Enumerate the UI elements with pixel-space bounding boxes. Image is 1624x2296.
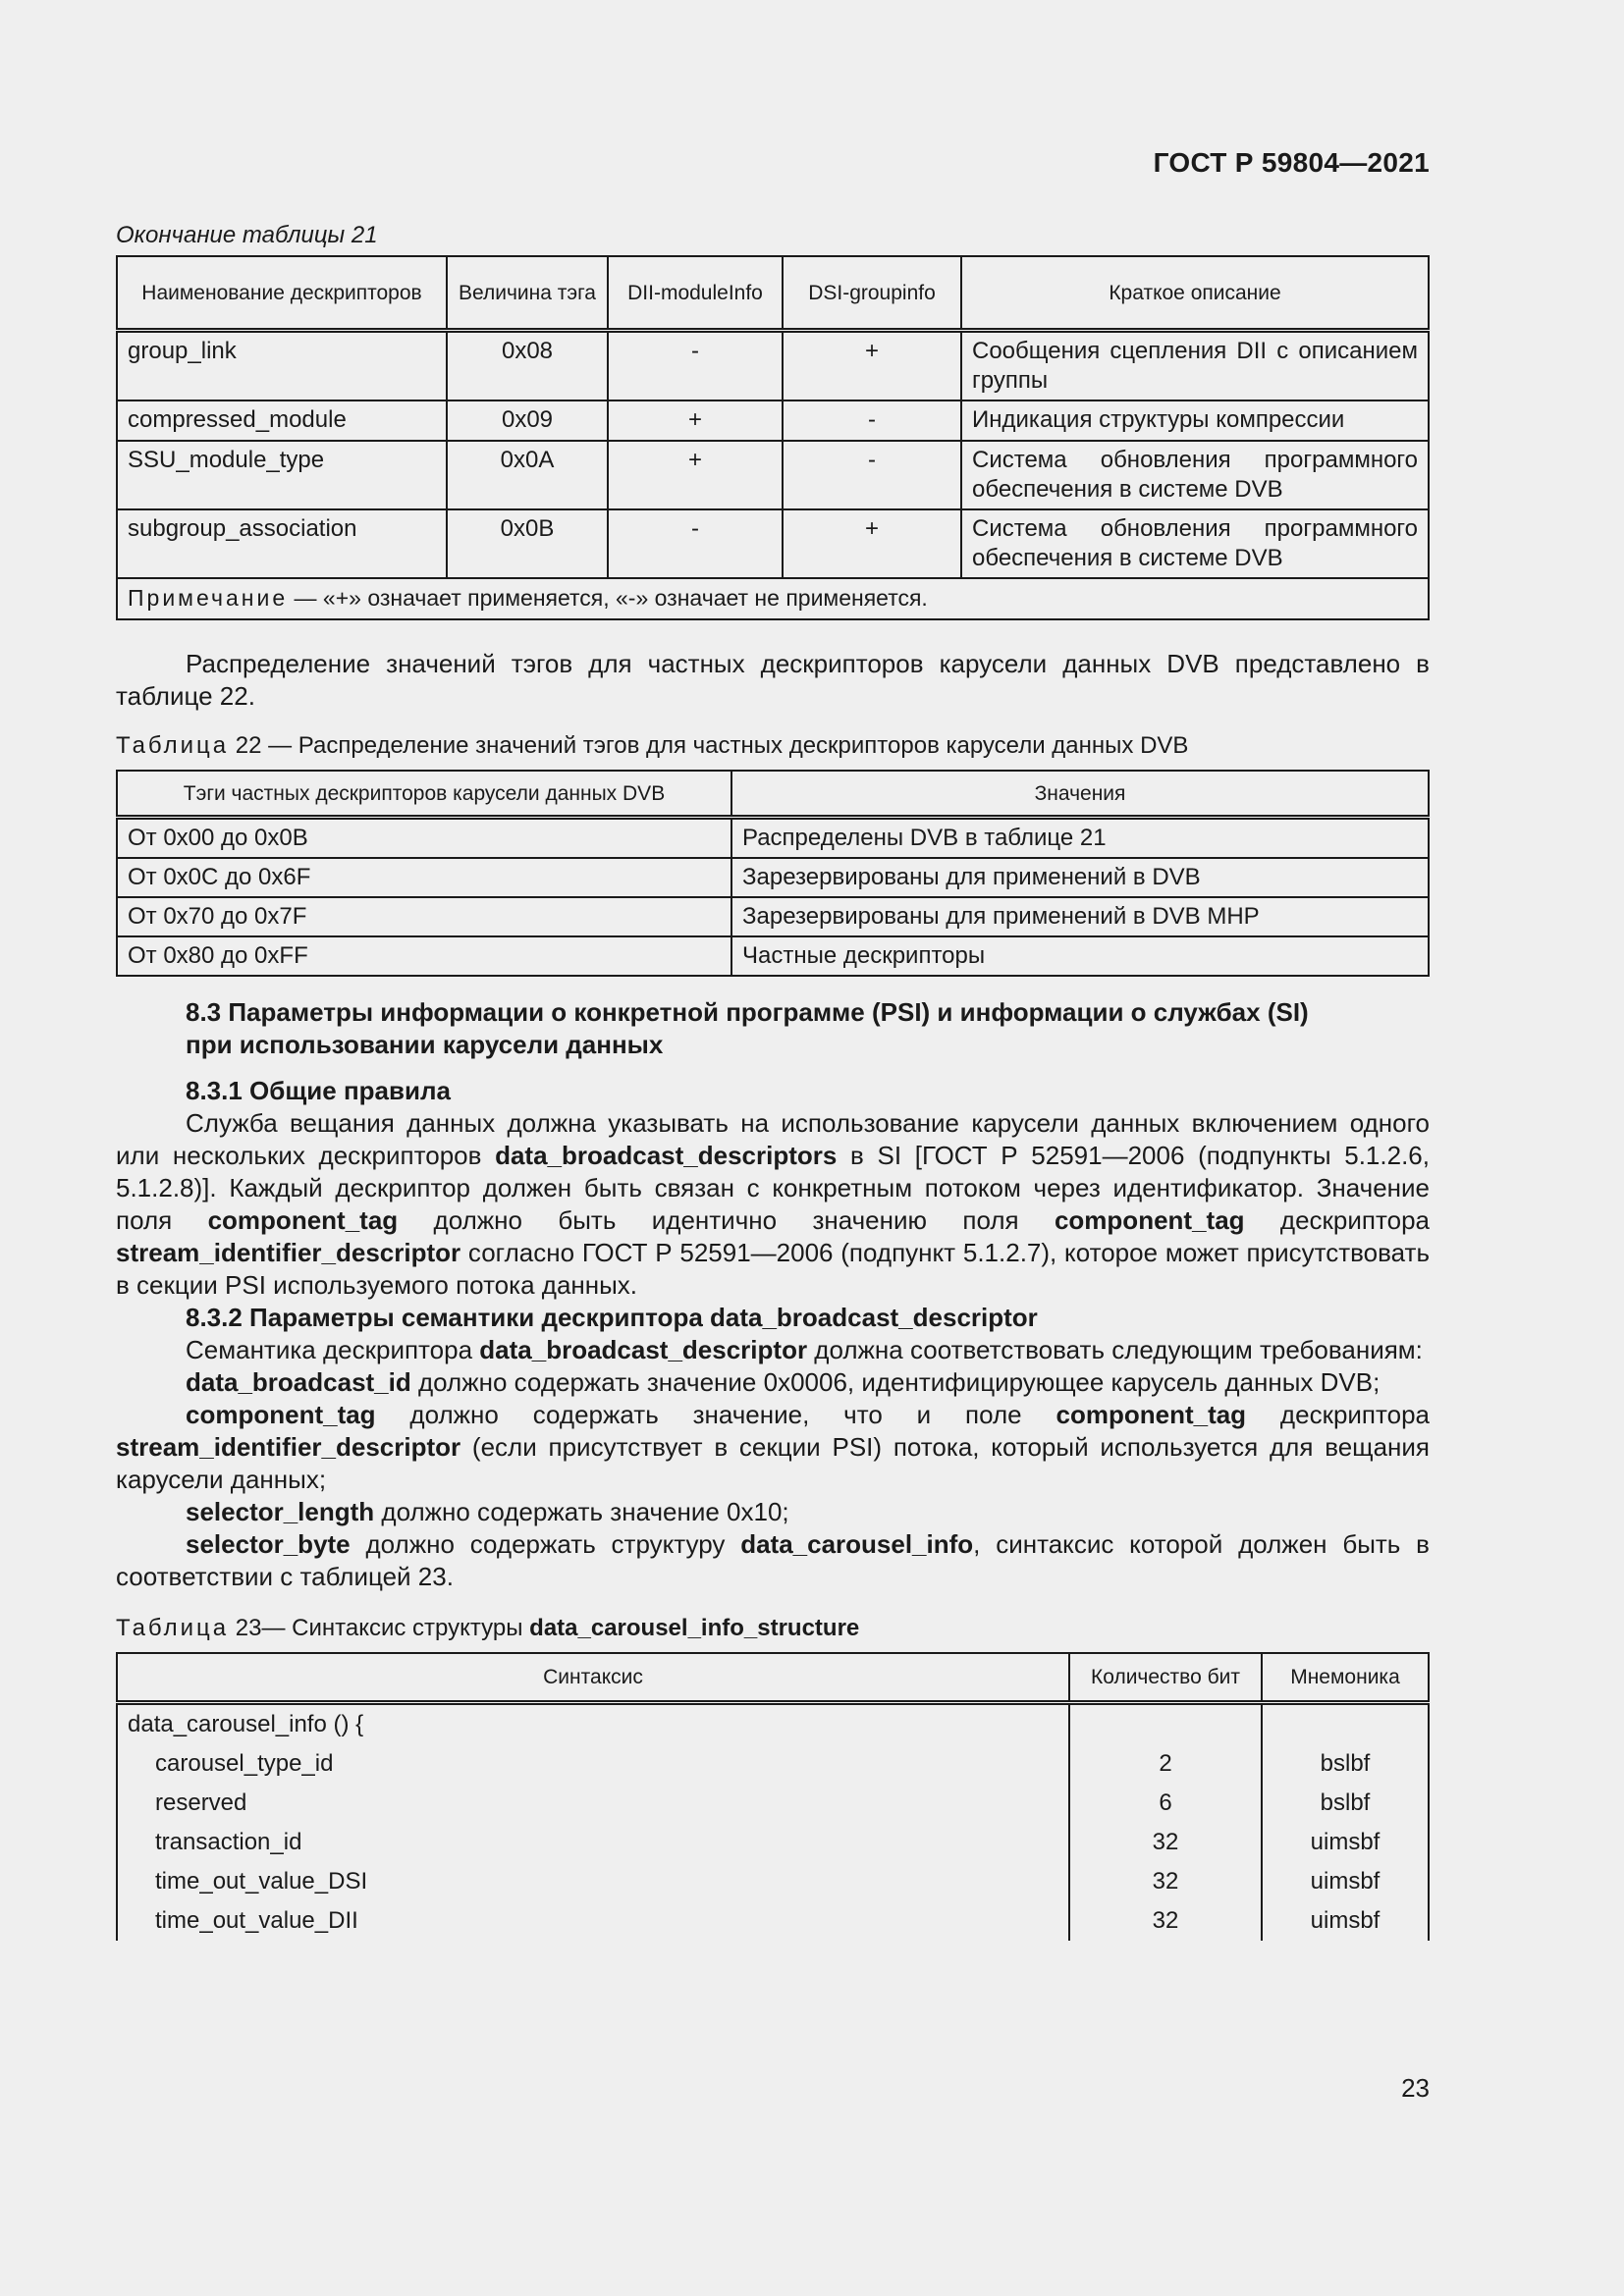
paragraph-selector-length: selector_length должно содержать значение 0x10; [186,1497,789,1526]
table-row [117,858,1429,897]
table-cell: 32 [1069,1862,1262,1901]
column-header: Синтаксис [117,1653,1069,1703]
table-cell: 6 [1069,1784,1262,1823]
table-cell: 32 [1069,1823,1262,1862]
table-cell: group_link [117,331,447,401]
table23 [116,1652,1430,1941]
table-cell: carousel_type_id [117,1744,1069,1784]
paragraph-component-tag: component_tag должно содержать значение, что и поле component_tag дескриптора stream_identifier_descriptor (если присутствует в секции PSI) потока, который используется для вещания карусели данных; [116,1400,1430,1494]
paragraph-general-rules: Служба вещания данных должна указывать на использование карусели данных включением одного или нескольких дескрипторов data_broadcast_descriptors в SI [ГОСТ Р 52591—2006 (подпункты 5.1.2.6, 5.1.2.8)]. Каждый дескриптор должен быть связан с конкретным потоком через идентификатор. Значение поля component_tag должно быть идентично значению поля component_tag дескриптора stream_identifier_descriptor согласно ГОСТ Р 52591—2006 (подпункт 5.1.2.7), которое может присутствовать в секции PSI используемого потока данных. [116,1108,1430,1300]
paragraph-table22-intro: Распределение значений тэгов для частных дескрипторов карусели данных DVB представлено в таблице 22. [116,649,1430,711]
table-cell: От 0x0C до 0x6F [117,858,731,897]
table-cell: + [608,441,783,509]
caption-text: 22 — Распределение значений тэгов для частных дескрипторов карусели данных DVB [229,732,1189,759]
table-header-row [117,256,1429,331]
column-header: Наименование дескрипторов [117,256,447,331]
column-header: Краткое описание [961,256,1429,331]
note-text: — «+» означает применяется, «-» означает не применяется. [288,585,928,611]
table-cell: uimsbf [1262,1862,1429,1901]
table-row [117,509,1429,578]
table-cell: Система обновления программного обеспечения в системе DVB [961,509,1429,578]
column-header: Значения [731,771,1429,818]
table22-caption [116,732,1430,760]
table-cell: Система обновления программного обеспечения в системе DVB [961,441,1429,509]
section-title: 8.3 Параметры информации о конкретной программе (PSI) и информации о службах (SI) [186,997,1309,1027]
table-cell: Индикация структуры компрессии [961,400,1429,441]
table-cell: - [783,400,961,441]
table22 [116,770,1430,977]
table-cell: От 0x80 до 0xFF [117,936,731,976]
table-row [117,897,1429,936]
table-cell: Распределены DVB в таблице 21 [731,818,1429,859]
paragraph-semantics-intro: Семантика дескриптора data_broadcast_descriptor должна соответствовать следующим требованиям: [186,1335,1423,1364]
caption-bold-text: data_carousel_info_structure [529,1615,860,1641]
table-cell: time_out_value_DII [117,1901,1069,1941]
table-cell: uimsbf [1262,1901,1429,1941]
column-header: Количество бит [1069,1653,1262,1703]
note-label: Примечание [128,585,289,611]
table-cell: SSU_module_type [117,441,447,509]
table-cell: uimsbf [1262,1823,1429,1862]
column-header: Величина тэга [447,256,608,331]
table-cell: Частные дескрипторы [731,936,1429,976]
table-cell [1069,1703,1262,1745]
table-cell: subgroup_association [117,509,447,578]
caption-text: 23— Синтаксис структуры [229,1615,530,1641]
table-row [117,400,1429,441]
table-row [117,1823,1429,1862]
table-cell: + [608,400,783,441]
column-header: Тэги частных дескрипторов карусели данных DVB [117,771,731,818]
table-cell: 0x08 [447,331,608,401]
table-row [117,1862,1429,1901]
table-row [117,1784,1429,1823]
table-cell: bslbf [1262,1784,1429,1823]
page-number: 23 [1401,2073,1430,2103]
section-title: при использовании карусели данных [186,1030,664,1059]
paragraph-selector-byte: selector_byte должно содержать структуру data_carousel_info, синтаксис которой должен быть в соответствии с таблицей 23. [116,1529,1430,1591]
table-cell: - [608,509,783,578]
page-content [116,222,1430,1941]
table-cell: - [608,331,783,401]
table-cell: bslbf [1262,1744,1429,1784]
section-8-3-2-heading: 8.3.2 Параметры семантики дескриптора data_broadcast_descriptor [186,1303,1038,1332]
table23-caption [116,1615,1430,1642]
table-cell: От 0x00 до 0x0B [117,818,731,859]
section-8-3-heading [116,996,1430,1061]
table-cell: 0x09 [447,400,608,441]
column-header: Мнемоника [1262,1653,1429,1703]
table-cell: data_carousel_info () { [117,1703,1069,1745]
table-cell: + [783,331,961,401]
table-cell: Зарезервированы для применений в DVB [731,858,1429,897]
table-cell: - [783,441,961,509]
table-cell: Сообщения сцепления DII с описанием группы [961,331,1429,401]
table-row [117,441,1429,509]
paragraph-data-broadcast-id: data_broadcast_id должно содержать значение 0x0006, идентифицирующее карусель данных DVB; [186,1367,1380,1397]
table-row [117,1901,1429,1941]
table-cell: 32 [1069,1901,1262,1941]
table-header-row [117,1653,1429,1703]
document-id: ГОСТ Р 59804—2021 [1153,147,1430,178]
caption-label: Таблица [116,1615,230,1641]
table-row [117,1744,1429,1784]
table-row [117,818,1429,859]
table-cell: Зарезервированы для применений в DVB MHP [731,897,1429,936]
table-cell: 0x0B [447,509,608,578]
table-header-row [117,771,1429,818]
table-row [117,331,1429,401]
table21-continuation-caption: Окончание таблицы 21 [116,222,378,248]
table-cell: От 0x70 до 0x7F [117,897,731,936]
table-cell: reserved [117,1784,1069,1823]
table21 [116,255,1430,620]
table-cell: transaction_id [117,1823,1069,1862]
table-cell: + [783,509,961,578]
table-note [117,578,1429,619]
section-8-3-1-heading: 8.3.1 Общие правила [186,1076,451,1105]
caption-label: Таблица [116,732,230,759]
table-cell [1262,1703,1429,1745]
table-note-row [117,578,1429,619]
table-cell: 2 [1069,1744,1262,1784]
table-cell: 0x0A [447,441,608,509]
column-header: DSI-groupinfo [783,256,961,331]
table-row [117,936,1429,976]
table-cell: compressed_module [117,400,447,441]
column-header: DII-moduleInfo [608,256,783,331]
table-row [117,1703,1429,1745]
table-cell: time_out_value_DSI [117,1862,1069,1901]
